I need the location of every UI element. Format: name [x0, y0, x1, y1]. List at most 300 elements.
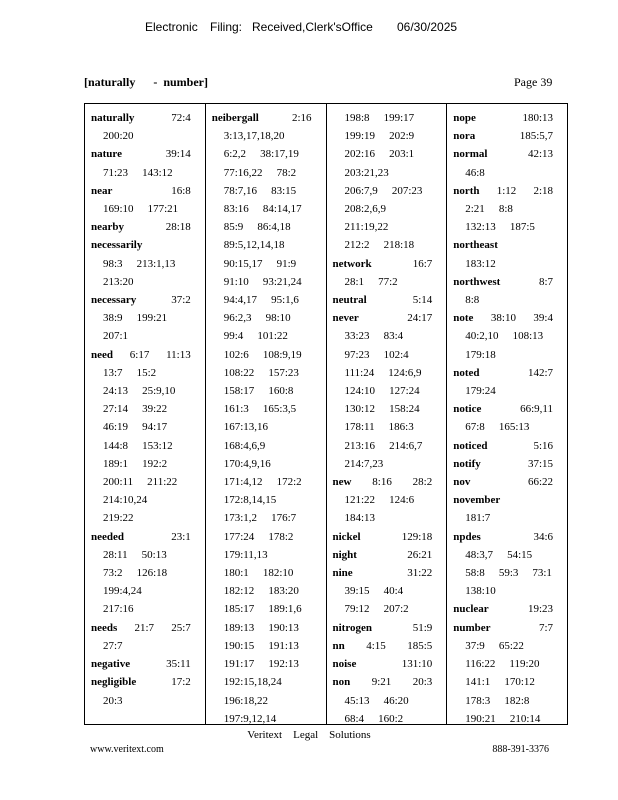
- index-entry: [453, 437, 563, 455]
- index-entry-first-line: [453, 491, 563, 509]
- index-entry-continuation: [212, 491, 322, 509]
- index-entry-first-line: [453, 236, 563, 254]
- index-entry-first-line: [453, 528, 563, 546]
- index-entry-first-line: [91, 673, 201, 691]
- index-entry: [333, 473, 443, 528]
- index-term: near: [91, 184, 113, 197]
- page-line-reference: 42:13: [527, 148, 553, 161]
- index-term: nearby: [91, 221, 124, 234]
- index-term: northeast: [453, 239, 498, 252]
- page-line-reference: 65:22: [498, 639, 524, 652]
- page-line-reference: 172:2: [276, 476, 302, 489]
- page-line-reference: 46:20: [383, 694, 409, 707]
- index-entry-first-line: [453, 127, 563, 145]
- index-entry-first-line: [453, 109, 563, 127]
- index-entry-continuation: [91, 600, 201, 618]
- index-entry: [453, 528, 563, 601]
- index-term: night: [332, 548, 357, 561]
- index-term: note: [453, 312, 474, 325]
- page-line-reference: 46:19: [103, 421, 129, 434]
- page-line-reference: 3:13,17,18,20: [223, 130, 285, 143]
- index-entry-first-line: [91, 655, 201, 673]
- index-entry-continuation: [91, 255, 201, 273]
- page-line-reference: 45:13: [344, 694, 370, 707]
- page-line-reference: 190:15: [223, 639, 255, 652]
- index-entry-first-line: [333, 619, 443, 637]
- page-line-reference: 33:23: [344, 330, 370, 343]
- index-entry-continuation: [333, 164, 443, 182]
- page-line-reference: 197:9,12,14: [223, 712, 277, 724]
- index-entry-first-line: [453, 400, 563, 418]
- page-line-reference: 97:23: [344, 348, 370, 361]
- page-line-reference: 11:13: [166, 348, 191, 361]
- page-line-reference: 39:22: [142, 403, 168, 416]
- page-line-reference: 21:7: [134, 621, 155, 634]
- index-entry: [453, 473, 563, 491]
- page-line-reference: 199:19: [344, 130, 376, 143]
- page-line-reference: 172:8,14,15: [223, 494, 277, 507]
- page-line-reference: 91:9: [276, 257, 297, 270]
- page-line-reference: 142:7: [527, 366, 553, 379]
- index-entry-continuation: [212, 564, 322, 582]
- index-entry-continuation: [212, 546, 322, 564]
- index-entry: [453, 400, 563, 436]
- index-entry: [453, 127, 563, 145]
- index-entry-first-line: [453, 145, 563, 163]
- page-line-reference: 208:2,6,9: [344, 203, 387, 216]
- index-entry-first-line: [91, 528, 201, 546]
- index-entry-first-line: [453, 182, 563, 200]
- page-line-reference: 6:2,2: [223, 148, 247, 161]
- page-line-reference: 38:10: [490, 312, 516, 325]
- page-line-reference: 66:22: [527, 476, 553, 489]
- page-line-reference: 89:5,12,14,18: [223, 239, 285, 252]
- index-entry-continuation: [212, 218, 322, 236]
- page-line-reference: 77:2: [378, 275, 398, 288]
- index-entry-continuation: [212, 145, 322, 163]
- index-term: nuclear: [453, 603, 489, 616]
- index-entry-continuation: [212, 582, 322, 600]
- index-term: noticed: [453, 439, 488, 452]
- index-column: [85, 104, 205, 724]
- page-line-reference: 121:22: [344, 494, 376, 507]
- index-entry-continuation: [212, 236, 322, 254]
- index-entry: [453, 491, 563, 527]
- page-number: Page 39: [514, 75, 553, 89]
- page-line-reference: 95:1,6: [271, 294, 299, 307]
- page-line-reference: 98:10: [265, 312, 291, 325]
- index-term: negligible: [91, 676, 137, 689]
- index-entry-continuation: [453, 346, 563, 364]
- index-term: notify: [453, 457, 481, 470]
- page-line-reference: 13:7: [103, 366, 123, 379]
- index-entry-first-line: [453, 473, 563, 491]
- page-line-reference: 25:9,10: [142, 385, 176, 398]
- index-entry-continuation: [453, 637, 563, 655]
- index-entry: [333, 546, 443, 564]
- index-term: neibergall: [211, 112, 259, 124]
- page-line-reference: 108:13: [512, 330, 544, 343]
- page-line-reference: 179:24: [465, 385, 496, 398]
- page-line-reference: 72:4: [171, 112, 191, 124]
- index-entry-continuation: [212, 637, 322, 655]
- page-line-reference: 108:9,19: [262, 348, 302, 361]
- index-entry-continuation: [333, 692, 443, 710]
- index-term: noise: [332, 658, 357, 671]
- index-entry-first-line: [91, 109, 201, 127]
- index-entry-first-line: [333, 309, 443, 327]
- index-entry-continuation: [333, 600, 443, 618]
- page-line-reference: 177:24: [223, 530, 255, 543]
- page-line-reference: 124:6,9: [388, 366, 422, 379]
- index-entry-continuation: [212, 309, 322, 327]
- index-entry-continuation: [333, 182, 443, 200]
- page-line-reference: 73:2: [103, 567, 123, 580]
- index-entry-first-line: [91, 346, 201, 364]
- page-line-reference: 181:7: [465, 512, 491, 525]
- page-line-reference: 191:17: [223, 658, 255, 671]
- page-line-reference: 161:3: [223, 403, 249, 416]
- page-line-reference: 16:8: [171, 184, 191, 197]
- index-entry-first-line: [453, 600, 563, 618]
- index-entry-continuation: [91, 327, 201, 345]
- index-term: need: [91, 348, 113, 361]
- page-line-reference: 167:13,16: [223, 421, 269, 434]
- index-entry-continuation: [91, 364, 201, 382]
- index-entry-first-line: [453, 273, 563, 291]
- index-entry-continuation: [91, 491, 201, 509]
- page-line-reference: 5:14: [412, 294, 433, 307]
- page-line-reference: 200:20: [103, 130, 134, 143]
- index-entry: [91, 109, 201, 145]
- index-entry-continuation: [212, 182, 322, 200]
- page-line-reference: 177:21: [147, 203, 179, 216]
- page-line-reference: 158:17: [223, 385, 255, 398]
- index-term: number: [453, 621, 491, 634]
- page-line-reference: 126:18: [136, 567, 168, 580]
- page-line-reference: 189:1,6: [268, 603, 302, 616]
- index-entry-continuation: [91, 418, 201, 436]
- page-line-reference: 169:10: [103, 203, 134, 216]
- index-entry-continuation: [453, 546, 563, 564]
- page-line-reference: 116:22: [465, 658, 496, 671]
- page-line-reference: 5:16: [533, 439, 553, 452]
- index-entry: [91, 182, 201, 218]
- page-line-reference: 179:18: [465, 348, 496, 361]
- page-line-reference: 77:16,22: [223, 166, 263, 179]
- index-entry: [91, 291, 201, 346]
- page-line-reference: 34:6: [533, 530, 553, 543]
- page-line-reference: 190:21: [465, 712, 496, 724]
- page-line-reference: 8:8: [498, 203, 513, 216]
- page-line-reference: 16:7: [412, 257, 433, 270]
- index-entry-first-line: [333, 528, 443, 546]
- index-entry: [453, 145, 563, 181]
- index-term: nature: [91, 148, 122, 161]
- page-line-reference: 98:3: [103, 257, 123, 270]
- index-entry: [91, 218, 201, 236]
- index-entry-continuation: [91, 692, 201, 710]
- index-entry-continuation: [333, 400, 443, 418]
- index-entry-continuation: [212, 164, 322, 182]
- index-term: nope: [453, 112, 476, 124]
- page-line-reference: 28:11: [103, 548, 128, 561]
- page-line-reference: 129:18: [401, 530, 433, 543]
- page-line-reference: 94:4,17: [223, 294, 258, 307]
- index-entry: [453, 273, 563, 309]
- page-line-reference: 9:21: [371, 676, 392, 689]
- page-line-reference: 124:6: [389, 494, 415, 507]
- page-line-reference: 59:3: [498, 567, 519, 580]
- stamp-label: Electronic: [145, 20, 198, 34]
- page-line-reference: 153:12: [142, 439, 173, 452]
- index-entry-first-line: [212, 109, 322, 127]
- page-line-reference: 24:13: [103, 385, 129, 398]
- index-entry-first-line: [453, 455, 563, 473]
- index-entry-first-line: [333, 546, 443, 564]
- page-line-reference: 6:17: [129, 348, 150, 361]
- page-line-reference: 93:21,24: [262, 275, 302, 288]
- index-term: needed: [91, 530, 124, 543]
- index-term: noted: [453, 366, 480, 379]
- index-entry-continuation: [333, 491, 443, 509]
- index-entry-continuation: [333, 582, 443, 600]
- index-entry-first-line: [91, 218, 201, 236]
- page-line-reference: 99:4: [223, 330, 244, 343]
- index-entry-continuation: [212, 291, 322, 309]
- page-line-reference: 210:14: [509, 712, 541, 724]
- index-entry-continuation: [91, 509, 201, 527]
- page-line-reference: 165:13: [498, 421, 530, 434]
- index-entry-continuation: [453, 218, 563, 236]
- index-entry-continuation: [453, 710, 563, 724]
- page-line-reference: 165:3,5: [262, 403, 297, 416]
- page-line-reference: 46:8: [465, 166, 485, 179]
- page-line-reference: 37:2: [171, 294, 191, 307]
- page-line-reference: 198:8: [344, 112, 370, 124]
- page-line-reference: 38:17,19: [260, 148, 299, 161]
- index-entry-continuation: [453, 255, 563, 273]
- index-term: needs: [91, 621, 118, 634]
- index-entry: [91, 236, 201, 291]
- index-entry-continuation: [333, 327, 443, 345]
- index-entry: [333, 619, 443, 637]
- page-line-reference: 180:1: [223, 567, 249, 580]
- index-entry: [453, 600, 563, 618]
- page-line-reference: 199:4,24: [103, 585, 142, 598]
- page-line-reference: 203:1: [389, 148, 415, 161]
- index-entry-continuation: [91, 546, 201, 564]
- footer-phone: 888-391-3376: [492, 744, 549, 755]
- page-line-reference: 4:15: [366, 639, 386, 652]
- index-entry: [333, 673, 443, 724]
- index-term: north: [453, 184, 480, 197]
- page-line-reference: 200:11: [103, 476, 134, 489]
- index-entry: [453, 619, 563, 724]
- index-term: nn: [332, 639, 345, 652]
- page-line-reference: 196:18,22: [223, 694, 269, 707]
- page-line-reference: 102:6: [223, 348, 249, 361]
- index-term: new: [332, 476, 352, 489]
- page-line-reference: 207:23: [391, 184, 423, 197]
- page-line-reference: 178:2: [268, 530, 294, 543]
- page-line-reference: 8:7: [538, 275, 553, 288]
- page-line-reference: 211:19,22: [344, 221, 389, 234]
- index-entry-continuation: [333, 273, 443, 291]
- page-line-reference: 219:22: [103, 512, 134, 525]
- index-entry: [91, 619, 201, 655]
- page-line-reference: 124:10: [344, 385, 376, 398]
- page-line-reference: 24:17: [407, 312, 433, 325]
- page-line-reference: 73:1: [532, 567, 552, 580]
- page-line-reference: 48:3,7: [465, 548, 494, 561]
- index-entry-first-line: [333, 637, 443, 655]
- index-entry-continuation: [212, 382, 322, 400]
- index-entry-first-line: [333, 255, 443, 273]
- page-line-reference: 183:12: [465, 257, 496, 270]
- page-line-reference: 83:15: [271, 184, 297, 197]
- page-line-reference: 28:1: [344, 275, 365, 288]
- index-range: [naturally - number]: [84, 75, 208, 89]
- footer-website: www.veritext.com: [90, 744, 164, 755]
- page-line-reference: 213:20: [103, 275, 134, 288]
- page-line-reference: 192:15,18,24: [223, 676, 282, 689]
- index-term: never: [332, 312, 359, 325]
- index-term: non: [332, 676, 351, 689]
- index-entry: [333, 637, 443, 655]
- index-entry-continuation: [91, 437, 201, 455]
- page-line-reference: 214:10,24: [103, 494, 148, 507]
- index-entry-first-line: [333, 564, 443, 582]
- page-line-reference: 132:13: [465, 221, 496, 234]
- index-entry: [333, 109, 443, 255]
- index-entry-first-line: [333, 291, 443, 309]
- page-line-reference: 207:2: [383, 603, 409, 616]
- index-entry-continuation: [453, 655, 563, 673]
- page-line-reference: 119:20: [509, 658, 540, 671]
- page-line-reference: 90:15,17: [223, 257, 263, 270]
- index-column: [326, 104, 447, 724]
- index-entry-continuation: [453, 582, 563, 600]
- index-entry: [453, 309, 563, 364]
- index-entry-continuation: [91, 564, 201, 582]
- page-line-reference: 131:10: [401, 658, 433, 671]
- index-entry-continuation: [333, 437, 443, 455]
- index-entry-continuation: [91, 164, 201, 182]
- page-line-reference: 27:14: [103, 403, 129, 416]
- page-line-reference: 38:9: [103, 312, 123, 325]
- index-entry-continuation: [333, 236, 443, 254]
- page-line-reference: 26:21: [407, 548, 433, 561]
- page-line-reference: 66:9,11: [520, 403, 553, 416]
- page-line-reference: 84:14,17: [262, 203, 302, 216]
- page-line-reference: 206:7,9: [344, 184, 378, 197]
- index-entry-continuation: [212, 418, 322, 436]
- page-line-reference: 2:16: [291, 112, 312, 124]
- index-entry-continuation: [212, 255, 322, 273]
- page-line-reference: 27:7: [103, 639, 123, 652]
- page-line-reference: 217:16: [103, 603, 134, 616]
- page-line-reference: 58:8: [465, 567, 485, 580]
- index-entry-first-line: [453, 309, 563, 327]
- index-term: northwest: [453, 275, 501, 288]
- page-line-reference: 28:2: [412, 476, 433, 489]
- word-index-table: [84, 103, 568, 725]
- index-term: normal: [453, 148, 488, 161]
- stamp-date: 06/30/2025: [397, 20, 458, 34]
- index-entry-continuation: [91, 455, 201, 473]
- stamp-filing: Filing:: [210, 20, 243, 34]
- index-entry-continuation: [453, 418, 563, 436]
- page-line-reference: 182:12: [223, 585, 255, 598]
- index-entry-continuation: [212, 437, 322, 455]
- page-line-reference: 158:24: [389, 403, 420, 416]
- index-entry: [333, 655, 443, 673]
- page-line-reference: 184:13: [344, 512, 376, 525]
- page-line-reference: 39:4: [533, 312, 553, 325]
- page-line-reference: 37:15: [527, 457, 553, 470]
- index-entry: [91, 528, 201, 619]
- page-line-reference: 20:3: [103, 694, 123, 707]
- index-entry-continuation: [333, 418, 443, 436]
- page-line-reference: 138:10: [465, 585, 496, 598]
- page-line-reference: 176:7: [271, 512, 297, 525]
- index-entry-first-line: [91, 619, 201, 637]
- index-entry: [333, 309, 443, 473]
- index-entry-continuation: [91, 273, 201, 291]
- index-entry: [333, 291, 443, 309]
- page-line-reference: 39:15: [344, 585, 370, 598]
- index-entry-continuation: [212, 327, 322, 345]
- index-entry-continuation: [212, 509, 322, 527]
- index-entry: [453, 182, 563, 237]
- page-line-reference: 203:21,23: [344, 166, 389, 179]
- index-term: nitrogen: [332, 621, 373, 634]
- index-entry-continuation: [453, 509, 563, 527]
- page-line-reference: 186:3: [388, 421, 414, 434]
- index-column: [446, 104, 567, 724]
- page-line-reference: 71:23: [103, 166, 129, 179]
- index-entry-continuation: [212, 346, 322, 364]
- page-line-reference: 94:17: [142, 421, 168, 434]
- page-line-reference: 182:10: [262, 567, 294, 580]
- index-entry-continuation: [212, 364, 322, 382]
- index-entry: [91, 673, 201, 709]
- index-entry-continuation: [453, 564, 563, 582]
- page-line-reference: 189:1: [103, 457, 129, 470]
- index-entry-continuation: [91, 400, 201, 418]
- page-line-reference: 96:2,3: [223, 312, 252, 325]
- page-line-reference: 37:9: [465, 639, 485, 652]
- index-term: november: [453, 494, 501, 507]
- page-line-reference: 83:16: [223, 203, 249, 216]
- index-entry-first-line: [91, 145, 201, 163]
- index-entry: [212, 109, 322, 724]
- page-line-reference: 218:18: [383, 239, 415, 252]
- page-line-reference: 127:24: [389, 385, 420, 398]
- index-entry-continuation: [333, 346, 443, 364]
- index-entry-continuation: [91, 473, 201, 491]
- index-entry-continuation: [333, 109, 443, 127]
- page-line-reference: 35:11: [166, 658, 191, 671]
- page-line-reference: 2:21: [465, 203, 485, 216]
- page-line-reference: 157:23: [268, 366, 299, 379]
- page-line-reference: 187:5: [509, 221, 535, 234]
- page-line-reference: 178:11: [344, 421, 375, 434]
- page-line-reference: 185:5: [407, 639, 433, 652]
- index-entry-continuation: [212, 673, 322, 691]
- page-line-reference: 179:11,13: [223, 548, 268, 561]
